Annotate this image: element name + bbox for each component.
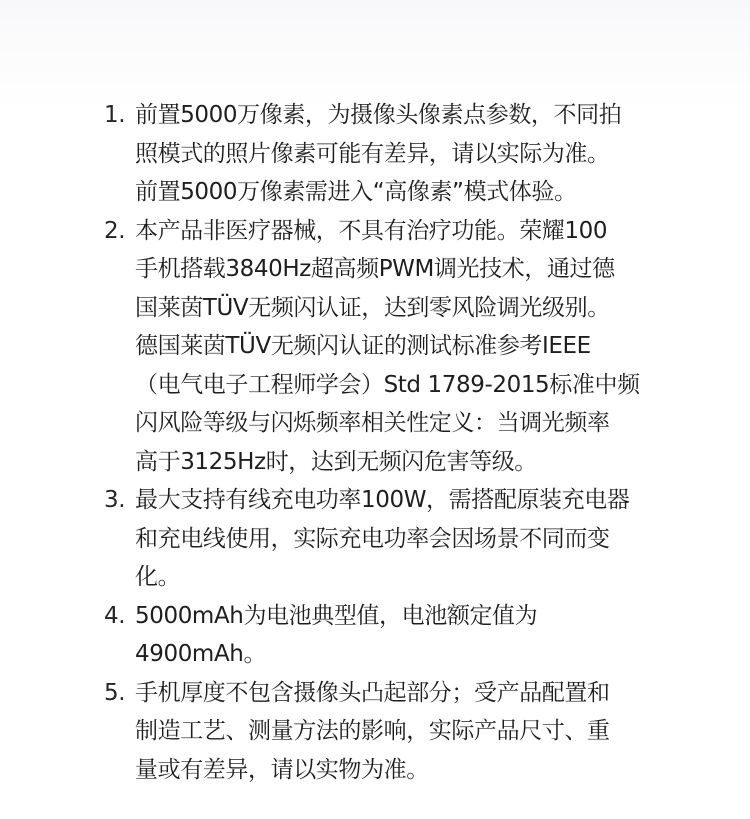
footnote-line: 量或有差异，请以实物为准。 (135, 756, 429, 783)
footnote-number: 3. (104, 487, 126, 513)
footnote-line: 手机搭载3840Hz超高频PWM调光技术，通过德 (135, 256, 615, 282)
footnote-line: 化。 (135, 564, 181, 590)
footnote-text (135, 96, 664, 212)
footnote-3 (104, 481, 664, 597)
footnote-line: 照模式的照片像素可能有差异，请以实际为准。 (135, 140, 610, 167)
footnote-line: 5000mAh为电池典型值，电池额定值为 (135, 602, 538, 629)
footnote-number: 4. (104, 602, 126, 629)
footnote-line: 手机厚度不包含摄像头凸起部分；受产品配置和 (135, 679, 610, 706)
footnote-5 (104, 674, 664, 790)
footnote-line: 德国莱茵TÜV无频闪认证的测试标准参考IEEE (135, 333, 591, 359)
footnote-text (135, 481, 664, 597)
footnote-line: 闪风险等级与闪烁频率相关性定义：当调光频率 (135, 410, 610, 436)
footnote-number: 1. (104, 102, 126, 128)
footnotes-list (104, 96, 664, 789)
footnote-text (135, 212, 664, 482)
footnote-line: 和充电线使用，实际充电功率会因场景不同而变 (135, 525, 610, 552)
footnote-line: 高于3125Hz时，达到无频闪危害等级。 (135, 448, 537, 475)
footnote-number: 2. (104, 217, 126, 244)
footnote-line: 4900mAh。 (135, 641, 267, 667)
footnote-line: 国莱茵TÜV无频闪认证，达到零风险调光级别。 (135, 294, 610, 321)
footnote-text (135, 597, 664, 674)
footnote-number: 5. (104, 679, 126, 706)
footnote-line: 前置5000万像素需进入“高像素”模式体验。 (135, 179, 577, 205)
footnote-4 (104, 597, 664, 674)
footnote-line: 本产品非医疗器械，不具有治疗功能。荣耀100 (135, 217, 608, 244)
footnote-line: （电气电子工程师学会）Std 1789-2015标准中频 (135, 371, 640, 398)
footnote-1 (104, 96, 664, 212)
footnote-2 (104, 212, 664, 482)
footnote-line: 制造工艺、测量方法的影响，实际产品尺寸、重 (135, 718, 610, 744)
footnote-text (135, 674, 664, 790)
footnote-line: 前置5000万像素，为摄像头像素点参数，不同拍 (135, 102, 622, 128)
footnote-line: 最大支持有线充电功率100W，需搭配原装充电器 (135, 487, 630, 513)
